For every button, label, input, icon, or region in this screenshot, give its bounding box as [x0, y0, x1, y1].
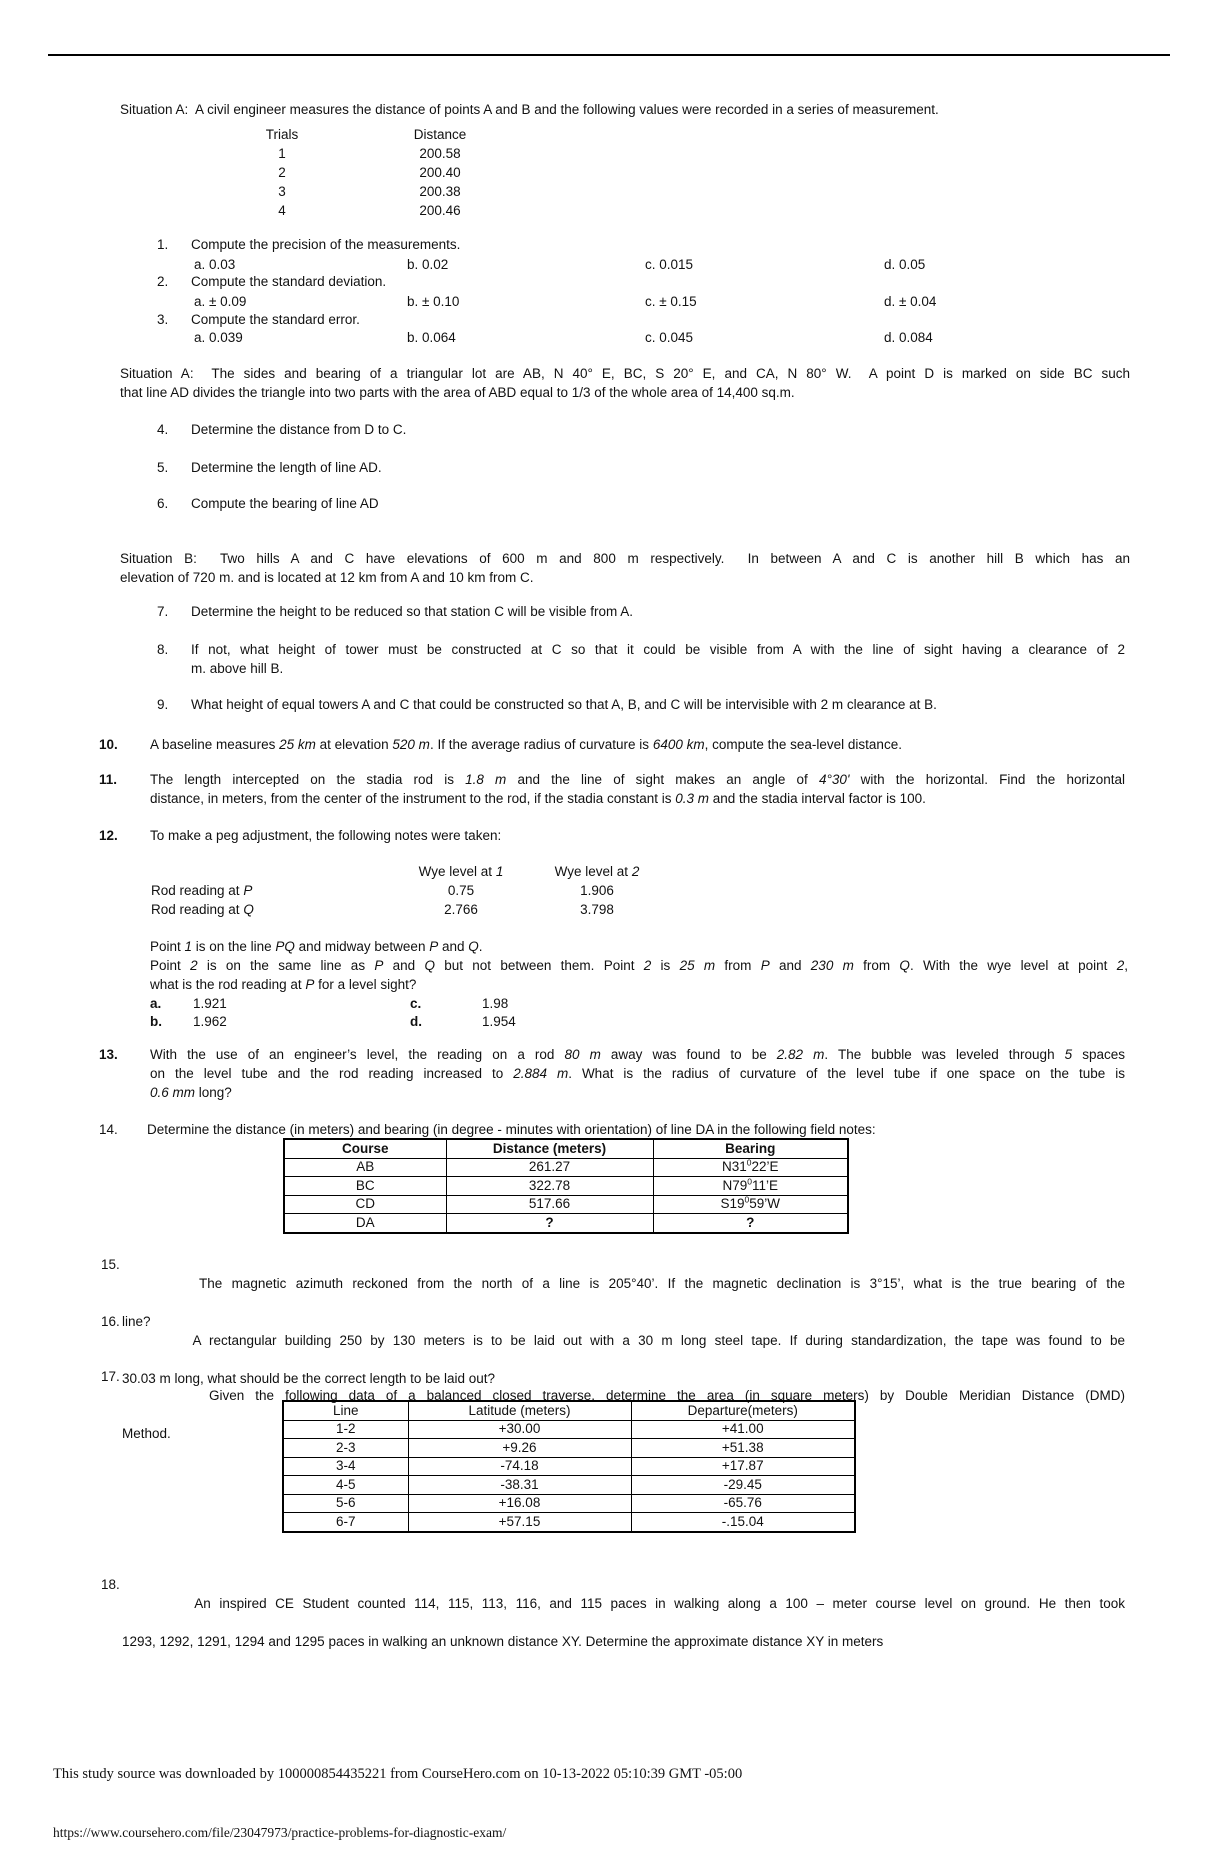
question-number: 7. — [157, 604, 169, 619]
latitude-cell: +57.15 — [408, 1513, 631, 1532]
paragraph-line: elevation of 720 m. and is located at 12 km from A and 10 km from C. — [120, 570, 534, 585]
line-cell: 5-6 — [283, 1494, 408, 1513]
bearing-cell: $N79^011’E$ — [653, 1177, 848, 1196]
distance-cell: 322.78 — [446, 1177, 653, 1196]
option-value: 1.921 — [193, 996, 227, 1011]
trial-distance: 200.58 — [419, 146, 461, 161]
question-text: An inspired CE Student counted 114, 115, 113, 116, and 115 paces in walking along a 100 – meter course level on ground. He then took — [194, 1596, 1125, 1611]
question-text: To make a peg adjustment, the following notes were taken: — [150, 828, 502, 843]
option-a: a. ± 0.09 — [194, 294, 247, 309]
field-notes-table — [283, 1138, 849, 1234]
question-text: Determine the distance from D to C. — [191, 422, 407, 437]
option-a: a. 0.039 — [194, 330, 243, 345]
question-text: A baseline measures 25 km at elevation 520 m. If the average radius of curvature is 6400 km, compute the sea-level distance. — [150, 737, 902, 752]
situation-a2-paragraph — [120, 364, 1130, 402]
question-line: With the use of an engineer’s level, the reading on a rod 80 m away was found to be 2.82 m. The bubble was leveled through 5 spaces — [150, 1047, 1125, 1062]
bearing-cell: $N31^022’E$ — [653, 1158, 848, 1177]
question-number: 1. — [157, 237, 169, 252]
question-18 — [101, 1575, 1125, 1651]
option-b: b. 0.064 — [407, 330, 456, 345]
option-value: 1.954 — [482, 1014, 516, 1029]
option-c: c. ± 0.15 — [645, 294, 697, 309]
traverse-table — [282, 1400, 856, 1533]
trials-col-header: Trials — [265, 127, 299, 142]
question-text: Compute the standard error. — [191, 312, 360, 327]
line-cell: 2-3 — [283, 1439, 408, 1458]
table-row — [283, 1476, 855, 1495]
question-13 — [99, 1045, 1126, 1102]
note-line: Point 1 is on the line PQ and midway between P and Q. — [150, 939, 483, 954]
trial-distance: 200.40 — [419, 165, 461, 180]
latitude-cell: +30.00 — [408, 1420, 631, 1439]
question-line: m. above hill B. — [191, 661, 284, 676]
distance-col-header: Distance — [413, 127, 467, 142]
distance-cell: ? — [446, 1214, 653, 1233]
paragraph-line: that line AD divides the triangle into two parts with the area of ABD equal to 1/3 of the whole area of 14,400 sq.m. — [120, 385, 795, 400]
latitude-cell: -38.31 — [408, 1476, 631, 1495]
line-cell: 6-7 — [283, 1513, 408, 1532]
wye-header-2: Wye level at 2 — [554, 864, 640, 879]
question-text: The magnetic azimuth reckoned from the north of a line is 205°40’. If the magnetic declination is 3°15’, what is the true bearing of the — [199, 1276, 1125, 1291]
option-c: c. 0.045 — [645, 330, 694, 345]
question-line: line? — [122, 1314, 151, 1329]
note-line: Point 2 is on the same line as P and Q but not between them. Point 2 is 25 m from P and 230 m from Q. With the wye level at point 2, — [150, 958, 1128, 973]
col-header: Line — [283, 1401, 408, 1420]
table-row — [283, 1439, 855, 1458]
reading-value: 1.906 — [580, 883, 614, 898]
course-cell: BC — [284, 1177, 446, 1196]
question-number: 2. — [157, 274, 169, 289]
question-1 — [157, 235, 1125, 254]
situation-a1-text: Situation A: A civil engineer measures the distance of points A and B and the following values were recorded in a series of measurement. — [120, 102, 939, 117]
course-cell: DA — [284, 1214, 446, 1233]
trial-number: 4 — [278, 203, 286, 218]
question-text: Given the following data of a balanced closed traverse, determine the area (in square meters) by Double Meridian Distance (DMD) — [209, 1388, 1125, 1403]
line-cell: 4-5 — [283, 1476, 408, 1495]
option-value: 1.962 — [193, 1014, 227, 1029]
bearing-cell: $S19^059’W$ — [653, 1195, 848, 1214]
trial-number: 1 — [278, 146, 286, 161]
option-letter: b. — [150, 1014, 162, 1029]
footer-source-line: This study source was downloaded by 100000854435221 from CourseHero.com on 10-13-2022 05:10:39 GMT -05:00 — [53, 1766, 743, 1782]
table-row — [284, 1214, 848, 1233]
situation-a1-paragraph — [120, 100, 1130, 119]
question-5 — [157, 458, 1125, 477]
question-text: Compute the standard deviation. — [191, 274, 387, 289]
trial-number: 3 — [278, 184, 286, 199]
table-row — [283, 1420, 855, 1439]
question-line: distance, in meters, from the center of the instrument to the rod, if the stadia constant is 0.3 m and the stadia interval factor is 100. — [150, 791, 926, 806]
option-b: b. 0.02 — [407, 257, 449, 272]
question-10 — [99, 735, 1125, 754]
col-header: Departure(meters) — [631, 1401, 855, 1420]
question-number: 18. — [101, 1577, 120, 1592]
option-value: 1.98 — [482, 996, 509, 1011]
question-3 — [157, 310, 1125, 329]
trial-number: 2 — [278, 165, 286, 180]
question-number: 15. — [101, 1257, 120, 1272]
question-line: The length intercepted on the stadia rod is 1.8 m and the line of sight makes an angle of 4°30' with the horizontal. Find the horizontal — [150, 772, 1125, 787]
col-header: Latitude (meters) — [408, 1401, 631, 1420]
question-line: If not, what height of tower must be constructed at C so that it could be visible from A with the line of sight having a clearance of 2 — [191, 642, 1125, 657]
table-header-row — [284, 1139, 848, 1158]
reading-value: 0.75 — [447, 883, 475, 898]
latitude-cell: +16.08 — [408, 1494, 631, 1513]
option-d: d. 0.084 — [884, 330, 933, 345]
question-4 — [157, 420, 1125, 439]
question-text: Determine the height to be reduced so that station C will be visible from A. — [191, 604, 633, 619]
question-line — [101, 1312, 1126, 1369]
point-1-note — [150, 937, 1130, 956]
col-header: Distance (meters) — [446, 1139, 653, 1158]
question-line — [101, 1255, 1125, 1312]
reading-value: 3.798 — [580, 902, 614, 917]
option-a: a. 0.03 — [194, 257, 236, 272]
question-14 — [99, 1120, 1127, 1139]
col-header: Course — [284, 1139, 446, 1158]
question-text: Determine the length of line AD. — [191, 460, 382, 475]
line-cell: 3-4 — [283, 1457, 408, 1476]
question-6 — [157, 494, 1125, 513]
col-header: Bearing — [653, 1139, 848, 1158]
question-text: What height of equal towers A and C that could be constructed so that A, B, and C will be intervisible with 2 m clearance at B. — [191, 697, 937, 712]
distance-cell: 261.27 — [446, 1158, 653, 1177]
departure-cell: +51.38 — [631, 1439, 855, 1458]
table-row — [284, 1177, 848, 1196]
question-number: 12. — [99, 828, 118, 843]
departure-cell: -.15.04 — [631, 1513, 855, 1532]
paragraph-line: Situation B: Two hills A and C have elevations of 600 m and 800 m respectively. In between A and C is another hill B which has an — [120, 551, 1130, 566]
question-number: 11. — [99, 772, 118, 787]
departure-cell: -65.76 — [631, 1494, 855, 1513]
point-2-note — [150, 956, 1128, 994]
table-header-row — [283, 1401, 855, 1420]
question-text: Determine the distance (in meters) and bearing (in degree - minutes with orientation) of line DA in the following field notes: — [147, 1122, 876, 1137]
question-line: on the level tube and the rod reading increased to 2.884 m. What is the radius of curvature of the level tube if one space on the tube is — [150, 1066, 1126, 1081]
option-d: d. 0.05 — [884, 257, 926, 272]
option-letter: c. — [410, 996, 422, 1011]
question-12 — [99, 826, 1125, 845]
question-line: 0.6 mm long? — [150, 1085, 232, 1100]
latitude-cell: -74.18 — [408, 1457, 631, 1476]
question-number: 17. — [101, 1369, 120, 1384]
course-cell: CD — [284, 1195, 446, 1214]
question-text: Compute the bearing of line AD — [191, 496, 379, 511]
top-rule — [48, 54, 1170, 56]
departure-cell: +41.00 — [631, 1420, 855, 1439]
option-d: d. ± 0.04 — [884, 294, 937, 309]
departure-cell: +17.87 — [631, 1457, 855, 1476]
table-row — [284, 1195, 848, 1214]
question-2 — [157, 272, 1125, 291]
bearing-cell: ? — [653, 1214, 848, 1233]
question-number: 4. — [157, 422, 169, 437]
note-line: what is the rod reading at P for a level sight? — [150, 977, 417, 992]
question-line: 30.03 m long, what should be the correct length to be laid out? — [122, 1371, 495, 1386]
row-label: Rod reading at Q — [151, 902, 254, 917]
question-number: 5. — [157, 460, 169, 475]
reading-value: 2.766 — [444, 902, 478, 917]
question-number: 9. — [157, 697, 169, 712]
question-line: 1293, 1292, 1291, 1294 and 1295 paces in walking an unknown distance XY. Determine the approximate distance XY in meters — [122, 1634, 884, 1649]
question-number: 14. — [99, 1122, 118, 1137]
question-number: 13. — [99, 1047, 118, 1062]
departure-cell: -29.45 — [631, 1476, 855, 1495]
question-number: 10. — [99, 737, 118, 752]
footer-url: https://www.coursehero.com/file/23047973/practice-problems-for-diagnostic-exam/ — [53, 1825, 507, 1840]
wye-header-1: Wye level at 1 — [418, 864, 504, 879]
option-letter: d. — [410, 1014, 422, 1029]
option-c: c. 0.015 — [645, 257, 694, 272]
question-line: Method. — [122, 1426, 171, 1441]
table-row — [283, 1494, 855, 1513]
question-11 — [99, 770, 1125, 808]
table-row — [284, 1158, 848, 1177]
question-8 — [157, 640, 1125, 678]
question-number: 6. — [157, 496, 169, 511]
table-row — [283, 1457, 855, 1476]
course-cell: AB — [284, 1158, 446, 1177]
question-number: 3. — [157, 312, 169, 327]
option-letter: a. — [150, 996, 162, 1011]
question-number: 16. — [101, 1314, 120, 1329]
line-cell: 1-2 — [283, 1420, 408, 1439]
question-7 — [157, 602, 1125, 621]
trial-distance: 200.38 — [419, 184, 461, 199]
row-label: Rod reading at P — [151, 883, 253, 898]
table-row — [283, 1513, 855, 1532]
situation-b-paragraph — [120, 549, 1130, 587]
question-text: A rectangular building 250 by 130 meters is to be laid out with a 30 m long steel tape. If during standardization, the tape was found to be — [192, 1333, 1126, 1348]
question-number: 8. — [157, 642, 169, 657]
question-9 — [157, 695, 1125, 714]
option-b: b. ± 0.10 — [407, 294, 460, 309]
question-line — [101, 1575, 1125, 1632]
trial-distance: 200.46 — [419, 203, 461, 218]
distance-cell: 517.66 — [446, 1195, 653, 1214]
question-text: Compute the precision of the measurements. — [191, 237, 461, 252]
latitude-cell: +9.26 — [408, 1439, 631, 1458]
paragraph-line: Situation A: The sides and bearing of a triangular lot are AB, N 40° E, BC, S 20° E, and CA, N 80° W. A point D is marked on side BC such — [120, 366, 1130, 381]
